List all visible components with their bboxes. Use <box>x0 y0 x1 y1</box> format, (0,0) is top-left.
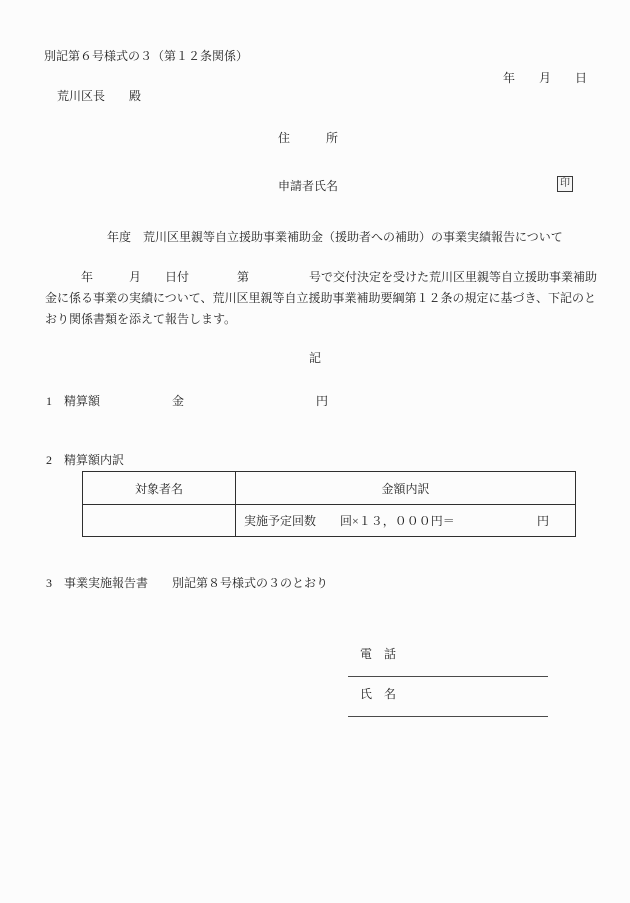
phone-field <box>348 633 548 677</box>
name-label: 氏 名 <box>360 687 397 701</box>
table-header-row <box>83 472 575 505</box>
phone-label: 電 話 <box>360 647 397 661</box>
addressee-line: 荒川区長 殿 <box>57 89 142 103</box>
body-line: 金に係る事業の実績について、荒川区里親等自立援助事業補助要綱第１２条の規定に基づき、下記のと <box>45 291 597 305</box>
amount-unit-text: 円 <box>536 514 549 528</box>
table-header-amount-breakdown: 金額内訳 <box>381 481 430 496</box>
table-cell-target-name <box>83 505 236 536</box>
seal-stamp-mark: 印 <box>557 176 573 192</box>
amount-formula-text: 実施予定回数 回×１３，０００円＝ <box>244 514 455 528</box>
name-field <box>348 673 548 717</box>
body-line: 年 月 日付 第 号で交付決定を受けた荒川区里親等自立援助事業補助 <box>45 270 598 284</box>
body-line: おり関係書類を添えて報告します。 <box>45 312 237 326</box>
table-header-target-name: 対象者名 <box>83 472 236 504</box>
form-number: 別記第６号様式の３（第１２条関係） <box>44 49 249 63</box>
breakdown-table <box>82 471 576 537</box>
address-label: 住 所 <box>278 131 339 145</box>
settlement-breakdown-heading: 2 精算額内訳 <box>46 453 125 467</box>
business-report-line: 3 事業実施報告書 別記第８号様式の３のとおり <box>46 576 329 590</box>
table-cell-amount-breakdown <box>236 505 575 536</box>
settlement-amount-line: 1 精算額 金 円 <box>46 394 329 408</box>
table-data-row <box>83 505 575 536</box>
note-heading: 記 <box>308 351 321 365</box>
date-line: 年 月 日 <box>503 71 588 85</box>
document-title: 年度 荒川区里親等自立援助事業補助金（援助者への補助）の事業実績報告について <box>107 230 563 244</box>
applicant-name-label: 申請者氏名 <box>278 179 339 193</box>
